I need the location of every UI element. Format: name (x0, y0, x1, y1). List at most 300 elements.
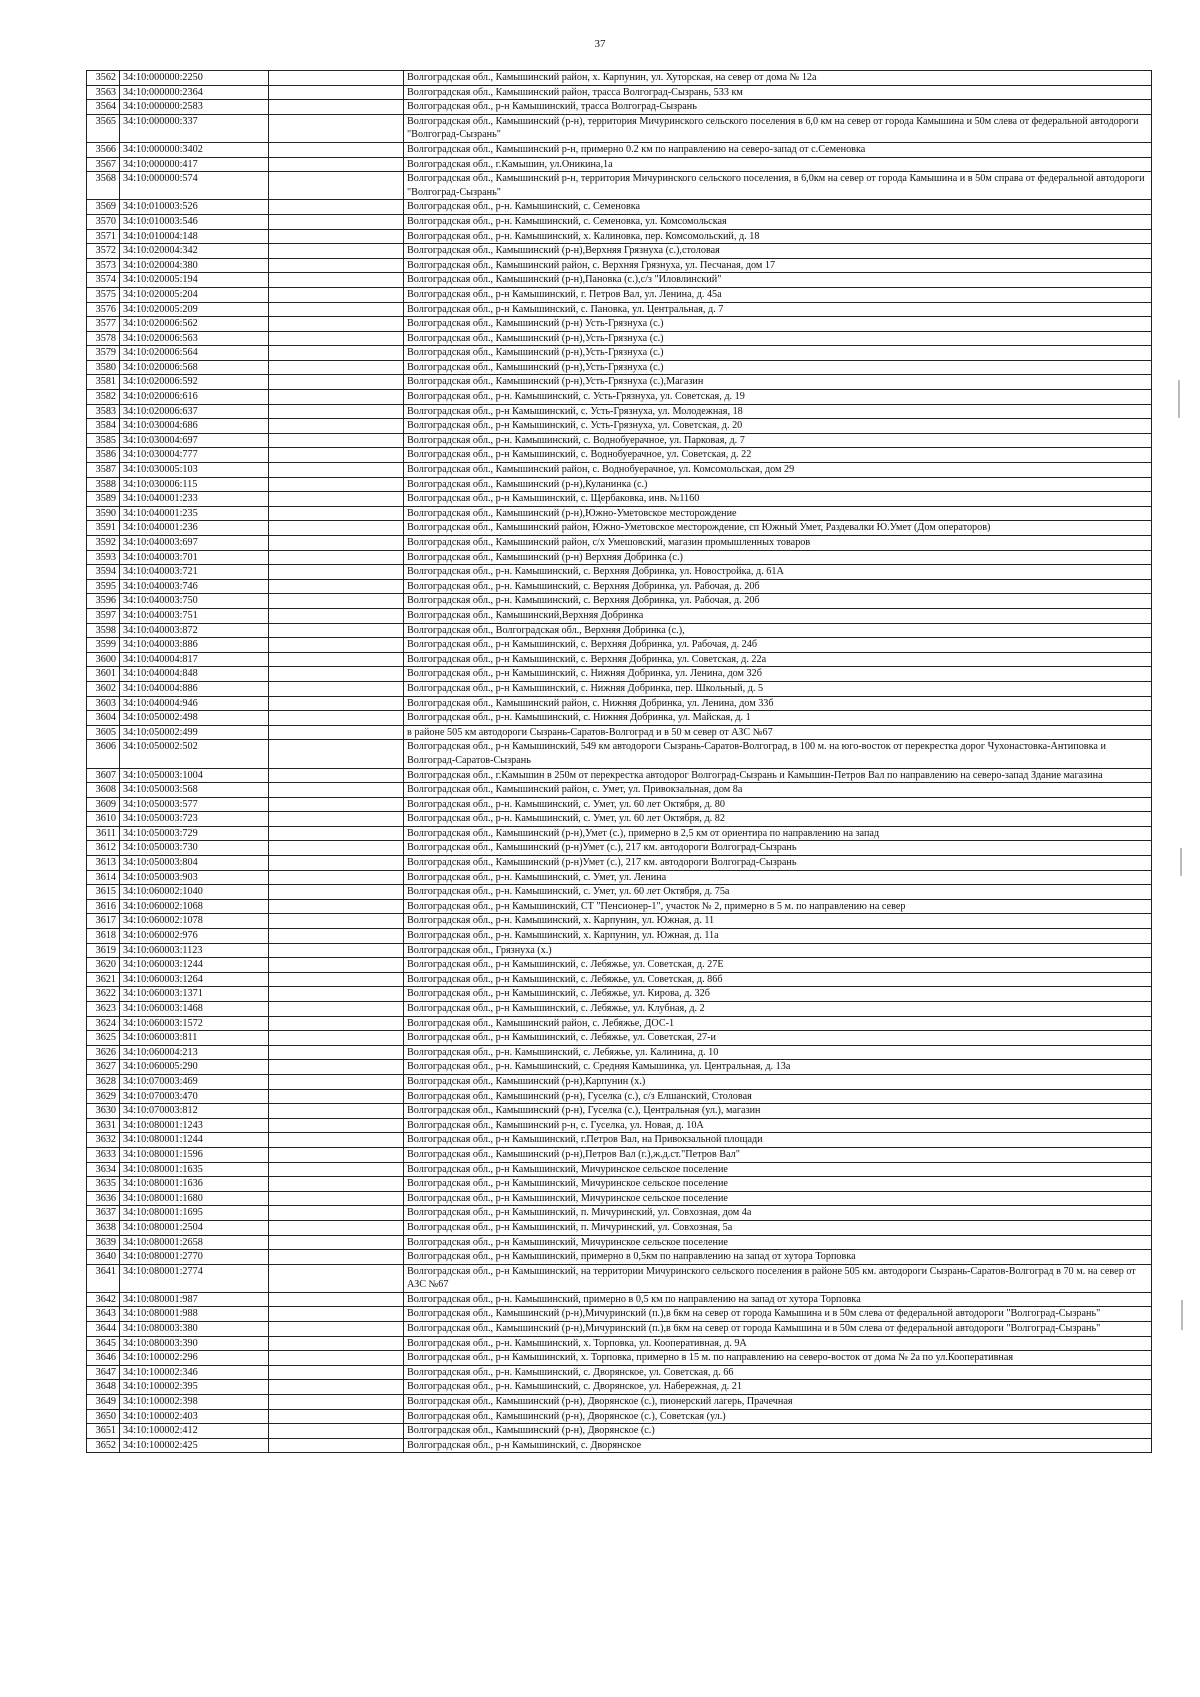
table-row (87, 1292, 1152, 1307)
empty-cell (269, 870, 404, 885)
row-number: 3567 (87, 157, 120, 172)
table-row (87, 172, 1152, 200)
empty-cell (269, 506, 404, 521)
address-cell: Волгоградская обл., г.Камышин в 250м от перекрестка автодорог Волгоград-Сызрань и Камышин-Петров Вал по направлению на северо-запад Здание магазина (404, 768, 1152, 783)
cadastral-number: 34:10:010004:148 (120, 229, 269, 244)
cadastral-number: 34:10:080001:2658 (120, 1235, 269, 1250)
table-row (87, 914, 1152, 929)
empty-cell (269, 419, 404, 434)
address-cell: Волгоградская обл., р-н Камышинский, с. Усть-Грязнуха, ул. Молодежная, 18 (404, 404, 1152, 419)
cadastral-number: 34:10:000000:3402 (120, 142, 269, 157)
cadastral-number: 34:10:000000:417 (120, 157, 269, 172)
row-number: 3646 (87, 1351, 120, 1366)
cadastral-number: 34:10:060002:1068 (120, 899, 269, 914)
address-cell: Волгоградская обл., Камышинский (р-н),Петров Вал (г.),ж.д.ст."Петров Вал" (404, 1147, 1152, 1162)
row-number: 3603 (87, 696, 120, 711)
cadastral-number: 34:10:060002:976 (120, 929, 269, 944)
table-row (87, 1365, 1152, 1380)
table-row (87, 463, 1152, 478)
table-row (87, 1016, 1152, 1031)
address-cell: Волгоградская обл., Камышинский (р-н), Дворянское (с.) (404, 1424, 1152, 1439)
empty-cell (269, 740, 404, 768)
address-cell: Волгоградская обл., р-н. Камышинский, с. Дворянское, ул. Набережная, д. 21 (404, 1380, 1152, 1395)
cadastral-number: 34:10:050003:568 (120, 783, 269, 798)
scan-mark (1178, 380, 1180, 418)
table-row (87, 1206, 1152, 1221)
row-number: 3591 (87, 521, 120, 536)
cadastral-number: 34:10:100002:403 (120, 1409, 269, 1424)
table-row (87, 200, 1152, 215)
address-cell: Волгоградская обл., Камышинский район, Южно-Уметовское месторождение, сп Южный Умет, Раздевалки Ю.Умет (Дом операторов) (404, 521, 1152, 536)
address-cell: Волгоградская обл., р-н Камышинский, п. Мичуринский, ул. Совхозная, дом 4а (404, 1206, 1152, 1221)
empty-cell (269, 273, 404, 288)
cadastral-number: 34:10:080001:1695 (120, 1206, 269, 1221)
cadastral-number: 34:10:070003:812 (120, 1104, 269, 1119)
cadastral-number: 34:10:040004:946 (120, 696, 269, 711)
row-number: 3615 (87, 885, 120, 900)
cadastral-number: 34:10:060004:213 (120, 1045, 269, 1060)
empty-cell (269, 302, 404, 317)
empty-cell (269, 812, 404, 827)
empty-cell (269, 100, 404, 115)
empty-cell (269, 1220, 404, 1235)
cadastral-number: 34:10:100002:412 (120, 1424, 269, 1439)
address-cell: Волгоградская обл., Грязнуха (х.) (404, 943, 1152, 958)
row-number: 3596 (87, 594, 120, 609)
address-cell: Волгоградская обл., р-н Камышинский, трасса Волгоград-Сызрань (404, 100, 1152, 115)
row-number: 3599 (87, 638, 120, 653)
address-cell: Волгоградская обл., Камышинский (р-н),Усть-Грязнуха (с.) (404, 346, 1152, 361)
table-row (87, 229, 1152, 244)
address-cell: Волгоградская обл., Камышинский р-н, территория Мичуринского сельского поселения, в 6,0км на север от города Камышина и в 50м справа от федеральной автодороги "Волгоград-Сызрань" (404, 172, 1152, 200)
table-row (87, 1133, 1152, 1148)
address-cell: Волгоградская обл., р-н Камышинский, с. Лебяжье, ул. Советская, д. 86б (404, 972, 1152, 987)
table-row (87, 812, 1152, 827)
table-row (87, 1118, 1152, 1133)
table-row (87, 1351, 1152, 1366)
empty-cell (269, 943, 404, 958)
row-number: 3574 (87, 273, 120, 288)
table-row (87, 1250, 1152, 1265)
row-number: 3588 (87, 477, 120, 492)
row-number: 3632 (87, 1133, 120, 1148)
table-row (87, 71, 1152, 86)
empty-cell (269, 638, 404, 653)
empty-cell (269, 797, 404, 812)
cadastral-number: 34:10:080001:988 (120, 1307, 269, 1322)
empty-cell (269, 1016, 404, 1031)
address-cell: Волгоградская обл., Камышинский (р-н),Усть-Грязнуха (с.),Магазин (404, 375, 1152, 390)
cadastral-number: 34:10:080001:2774 (120, 1264, 269, 1292)
empty-cell (269, 1351, 404, 1366)
row-number: 3631 (87, 1118, 120, 1133)
cadastral-number: 34:10:040001:233 (120, 492, 269, 507)
table-row (87, 331, 1152, 346)
empty-cell (269, 579, 404, 594)
cadastral-number: 34:10:080001:1243 (120, 1118, 269, 1133)
empty-cell (269, 711, 404, 726)
table-row (87, 1045, 1152, 1060)
address-cell: Волгоградская обл., Камышинский район, с. Верхняя Грязнуха, ул. Песчаная, дом 17 (404, 258, 1152, 273)
empty-cell (269, 929, 404, 944)
empty-cell (269, 1235, 404, 1250)
address-cell: Волгоградская обл., р-н Камышинский, Мичуринское сельское поселение (404, 1177, 1152, 1192)
empty-cell (269, 1133, 404, 1148)
address-cell: Волгоградская обл., р-н Камышинский, Мичуринское сельское поселение (404, 1191, 1152, 1206)
table-row (87, 608, 1152, 623)
empty-cell (269, 899, 404, 914)
address-cell: Волгоградская обл., р-н Камышинский, примерно в 0,5км по направлению на запад от хутора Торповка (404, 1250, 1152, 1265)
table-row (87, 1409, 1152, 1424)
table-row (87, 826, 1152, 841)
empty-cell (269, 1365, 404, 1380)
table-row (87, 419, 1152, 434)
empty-cell (269, 214, 404, 229)
table-row (87, 1060, 1152, 1075)
address-cell: Волгоградская обл., Камышинский район, с. Воднобуерачное, ул. Комсомольская, дом 29 (404, 463, 1152, 478)
empty-cell (269, 1045, 404, 1060)
empty-cell (269, 360, 404, 375)
cadastral-number: 34:10:080003:380 (120, 1322, 269, 1337)
cadastral-number: 34:10:050002:502 (120, 740, 269, 768)
empty-cell (269, 972, 404, 987)
empty-cell (269, 856, 404, 871)
row-number: 3578 (87, 331, 120, 346)
table-row (87, 579, 1152, 594)
address-cell: Волгоградская обл., р-н. Камышинский, с. Усть-Грязнуха, ул. Советская, д. 19 (404, 390, 1152, 405)
address-cell: Волгоградская обл., Камышинский район, х. Карпунин, ул. Хуторская, на север от дома № 12а (404, 71, 1152, 86)
address-cell: Волгоградская обл., г.Камышин, ул.Оникина,1а (404, 157, 1152, 172)
empty-cell (269, 1191, 404, 1206)
cadastral-number: 34:10:060003:1468 (120, 1002, 269, 1017)
empty-cell (269, 85, 404, 100)
address-cell: Волгоградская обл., р-н Камышинский, х. Торповка, примерно в 15 м. по направлению на северо-восток от дома № 2а по ул.Кооперативная (404, 1351, 1152, 1366)
cadastral-number: 34:10:060003:1371 (120, 987, 269, 1002)
table-row (87, 433, 1152, 448)
row-number: 3604 (87, 711, 120, 726)
address-cell: Волгоградская обл., Камышинский (р-н),Умет (с.), примерно в 2,5 км от ориентира по направлению на запад (404, 826, 1152, 841)
cadastral-number: 34:10:060002:1078 (120, 914, 269, 929)
row-number: 3618 (87, 929, 120, 944)
row-number: 3564 (87, 100, 120, 115)
cadastral-number: 34:10:060003:1123 (120, 943, 269, 958)
cadastral-number: 34:10:030004:777 (120, 448, 269, 463)
empty-cell (269, 550, 404, 565)
cadastral-number: 34:10:040004:817 (120, 652, 269, 667)
table-row (87, 404, 1152, 419)
table-row (87, 856, 1152, 871)
empty-cell (269, 1438, 404, 1453)
table-row (87, 681, 1152, 696)
address-cell: Волгоградская обл., р-н. Камышинский, с. Средняя Камышинка, ул. Центральная, д. 13а (404, 1060, 1152, 1075)
table-row (87, 623, 1152, 638)
table-row (87, 783, 1152, 798)
table-row (87, 870, 1152, 885)
table-row (87, 550, 1152, 565)
row-number: 3623 (87, 1002, 120, 1017)
cadastral-number: 34:10:060003:1264 (120, 972, 269, 987)
cadastral-number: 34:10:000000:2250 (120, 71, 269, 86)
table-row (87, 740, 1152, 768)
empty-cell (269, 200, 404, 215)
cadastral-number: 34:10:000000:2583 (120, 100, 269, 115)
cadastral-number: 34:10:020006:563 (120, 331, 269, 346)
empty-cell (269, 1031, 404, 1046)
cadastral-number: 34:10:000000:337 (120, 114, 269, 142)
cadastral-number: 34:10:020006:592 (120, 375, 269, 390)
cadastral-number: 34:10:030005:103 (120, 463, 269, 478)
cadastral-number: 34:10:000000:2364 (120, 85, 269, 100)
cadastral-number: 34:10:040004:848 (120, 667, 269, 682)
address-cell: Волгоградская обл., Камышинский (р-н), территория Мичуринского сельского поселения в 6,0 км на север от города Камышина и 50м слева от федеральной автодороги "Волгоград-Сызрань" (404, 114, 1152, 142)
table-row (87, 536, 1152, 551)
registry-rows (87, 71, 1152, 1453)
row-number: 3593 (87, 550, 120, 565)
cadastral-number: 34:10:030006:115 (120, 477, 269, 492)
table-row (87, 1322, 1152, 1337)
address-cell: Волгоградская обл., р-н. Камышинский, примерно в 0,5 км по направлению на запад от хутора Торповка (404, 1292, 1152, 1307)
empty-cell (269, 1118, 404, 1133)
cadastral-number: 34:10:100002:395 (120, 1380, 269, 1395)
row-number: 3629 (87, 1089, 120, 1104)
empty-cell (269, 317, 404, 332)
address-cell: Волгоградская обл., Камышинский (р-н), Дворянское (с.), Советская (ул.) (404, 1409, 1152, 1424)
address-cell: Волгоградская обл., р-н. Камышинский, с. Умет, ул. 60 лет Октября, д. 82 (404, 812, 1152, 827)
table-row (87, 1177, 1152, 1192)
row-number: 3650 (87, 1409, 120, 1424)
empty-cell (269, 492, 404, 507)
address-cell: Волгоградская обл., Камышинский район, трасса Волгоград-Сызрань, 533 км (404, 85, 1152, 100)
row-number: 3620 (87, 958, 120, 973)
empty-cell (269, 1104, 404, 1119)
address-cell: Волгоградская обл., р-н Камышинский, с. Пановка, ул. Центральная, д. 7 (404, 302, 1152, 317)
empty-cell (269, 958, 404, 973)
row-number: 3643 (87, 1307, 120, 1322)
empty-cell (269, 594, 404, 609)
cadastral-number: 34:10:100002:346 (120, 1365, 269, 1380)
cadastral-number: 34:10:100002:398 (120, 1395, 269, 1410)
empty-cell (269, 885, 404, 900)
address-cell: Волгоградская обл., р-н. Камышинский, с. Умет, ул. Ленина (404, 870, 1152, 885)
cadastral-number: 34:10:080001:2770 (120, 1250, 269, 1265)
row-number: 3568 (87, 172, 120, 200)
empty-cell (269, 375, 404, 390)
address-cell: Волгоградская обл., Камышинский (р-н), Гуселка (с.), с/з Елшанский, Столовая (404, 1089, 1152, 1104)
address-cell: Волгоградская обл., Камышинский (р-н),Карпунин (х.) (404, 1074, 1152, 1089)
row-number: 3648 (87, 1380, 120, 1395)
table-row (87, 1336, 1152, 1351)
table-row (87, 885, 1152, 900)
address-cell: Волгоградская обл., р-н. Камышинский, с. Верхняя Добринка, ул. Рабочая, д. 20б (404, 579, 1152, 594)
cadastral-number: 34:10:020006:568 (120, 360, 269, 375)
empty-cell (269, 1177, 404, 1192)
empty-cell (269, 1206, 404, 1221)
cadastral-number: 34:10:040001:235 (120, 506, 269, 521)
table-row (87, 287, 1152, 302)
cadastral-number: 34:10:010003:546 (120, 214, 269, 229)
address-cell: Волгоградская обл., р-н Камышинский, с. Лебяжье, ул. Кирова, д. 32б (404, 987, 1152, 1002)
address-cell: Волгоградская обл., Камышинский (р-н),Южно-Уметовское месторождение (404, 506, 1152, 521)
address-cell: Волгоградская обл., р-н Камышинский, Мичуринское сельское поселение (404, 1235, 1152, 1250)
table-row (87, 1104, 1152, 1119)
cadastral-number: 34:10:040001:236 (120, 521, 269, 536)
table-row (87, 273, 1152, 288)
empty-cell (269, 1060, 404, 1075)
row-number: 3614 (87, 870, 120, 885)
empty-cell (269, 1074, 404, 1089)
address-cell: Волгоградская обл., р-н. Камышинский, с. Верхняя Добринка, ул. Рабочая, д. 20б (404, 594, 1152, 609)
table-row (87, 696, 1152, 711)
address-cell: Волгоградская обл., р-н. Камышинский, х. Калиновка, пер. Комсомольский, д. 18 (404, 229, 1152, 244)
empty-cell (269, 1264, 404, 1292)
table-row (87, 317, 1152, 332)
address-cell: Волгоградская обл., р-н. Камышинский, с. Семеновка (404, 200, 1152, 215)
cadastral-number: 34:10:020006:616 (120, 390, 269, 405)
address-cell: Волгоградская обл., Камышинский (р-н),Усть-Грязнуха (с.) (404, 331, 1152, 346)
address-cell: Волгоградская обл., Камышинский (р-н),Мичуринский (п.),в 6км на север от города Камышина и в 50м слева от федеральной автодороги "Волгоград-Сызрань" (404, 1322, 1152, 1337)
table-row (87, 841, 1152, 856)
table-row (87, 142, 1152, 157)
table-row (87, 1438, 1152, 1453)
address-cell: Волгоградская обл., р-н Камышинский, с. Лебяжье, ул. Советская, 27-и (404, 1031, 1152, 1046)
table-row (87, 1147, 1152, 1162)
table-row (87, 943, 1152, 958)
empty-cell (269, 841, 404, 856)
table-row (87, 100, 1152, 115)
empty-cell (269, 433, 404, 448)
cadastral-number: 34:10:040004:886 (120, 681, 269, 696)
empty-cell (269, 783, 404, 798)
address-cell: Волгоградская обл., Камышинский район, с. Лебяжье, ДОС-1 (404, 1016, 1152, 1031)
row-number: 3595 (87, 579, 120, 594)
cadastral-number: 34:10:080001:1596 (120, 1147, 269, 1162)
cadastral-number: 34:10:020004:342 (120, 244, 269, 259)
address-cell: Волгоградская обл., Камышинский (р-н) Усть-Грязнуха (с.) (404, 317, 1152, 332)
empty-cell (269, 1250, 404, 1265)
empty-cell (269, 244, 404, 259)
address-cell: Волгоградская обл., р-н Камышинский, СТ "Пенсионер-1", участок № 2, примерно в 5 м. по направлению на север (404, 899, 1152, 914)
cadastral-number: 34:10:080001:1636 (120, 1177, 269, 1192)
cadastral-number: 34:10:080003:390 (120, 1336, 269, 1351)
cadastral-number: 34:10:050003:729 (120, 826, 269, 841)
empty-cell (269, 768, 404, 783)
cadastral-number: 34:10:050003:730 (120, 841, 269, 856)
address-cell: Волгоградская обл., Камышинский (р-н), Дворянское (с.), пионерский лагерь, Прачечная (404, 1395, 1152, 1410)
address-cell: Волгоградская обл., р-н. Камышинский, с. Нижняя Добринка, ул. Майская, д. 1 (404, 711, 1152, 726)
address-cell: Волгоградская обл., Камышинский район, с/х Умешовский, магазин промышленных товаров (404, 536, 1152, 551)
empty-cell (269, 463, 404, 478)
empty-cell (269, 1089, 404, 1104)
table-row (87, 1220, 1152, 1235)
table-row (87, 1031, 1152, 1046)
row-number: 3581 (87, 375, 120, 390)
row-number: 3651 (87, 1424, 120, 1439)
row-number: 3600 (87, 652, 120, 667)
row-number: 3592 (87, 536, 120, 551)
cadastral-number: 34:10:020006:637 (120, 404, 269, 419)
empty-cell (269, 667, 404, 682)
address-cell: Волгоградская обл., Камышинский р-н, с. Гуселка, ул. Новая, д. 10А (404, 1118, 1152, 1133)
row-number: 3645 (87, 1336, 120, 1351)
table-row (87, 214, 1152, 229)
address-cell: Волгоградская обл., р-н. Камышинский, х. Торповка, ул. Кооперативная, д. 9А (404, 1336, 1152, 1351)
cadastral-number: 34:10:100002:425 (120, 1438, 269, 1453)
cadastral-number: 34:10:050003:1004 (120, 768, 269, 783)
row-number: 3612 (87, 841, 120, 856)
row-number: 3621 (87, 972, 120, 987)
cadastral-number: 34:10:060002:1040 (120, 885, 269, 900)
table-row (87, 1191, 1152, 1206)
empty-cell (269, 1395, 404, 1410)
empty-cell (269, 1002, 404, 1017)
address-cell: Волгоградская обл., Камышинский (р-н),Мичуринский (п.),в 6км на север от города Камышина и в 50м слева от федеральной автодороги "Волгоград-Сызрань" (404, 1307, 1152, 1322)
empty-cell (269, 1292, 404, 1307)
cadastral-number: 34:10:040003:750 (120, 594, 269, 609)
row-number: 3562 (87, 71, 120, 86)
table-row (87, 521, 1152, 536)
address-cell: Волгоградская обл., р-н Камышинский, Мичуринское сельское поселение (404, 1162, 1152, 1177)
row-number: 3630 (87, 1104, 120, 1119)
row-number: 3586 (87, 448, 120, 463)
address-cell: Волгоградская обл., р-н Камышинский, г.Петров Вал, на Привокзальной площади (404, 1133, 1152, 1148)
row-number: 3583 (87, 404, 120, 419)
cadastral-number: 34:10:000000:574 (120, 172, 269, 200)
table-row (87, 258, 1152, 273)
cadastral-number: 34:10:050002:498 (120, 711, 269, 726)
table-row (87, 1380, 1152, 1395)
table-row (87, 1424, 1152, 1439)
address-cell: Волгоградская обл., Камышинский (р-н) Верхняя Добринка (с.) (404, 550, 1152, 565)
address-cell: Волгоградская обл., Камышинский (р-н),Куланинка (с.) (404, 477, 1152, 492)
empty-cell (269, 681, 404, 696)
address-cell: Волгоградская обл., р-н Камышинский, с. Усть-Грязнуха, ул. Советская, д. 20 (404, 419, 1152, 434)
empty-cell (269, 1162, 404, 1177)
cadastral-number: 34:10:080001:1244 (120, 1133, 269, 1148)
address-cell: Волгоградская обл., р-н Камышинский, с. Нижняя Добринка, ул. Ленина, дом 32б (404, 667, 1152, 682)
cadastral-number: 34:10:060005:290 (120, 1060, 269, 1075)
table-row (87, 638, 1152, 653)
row-number: 3613 (87, 856, 120, 871)
cadastral-number: 34:10:080001:2504 (120, 1220, 269, 1235)
table-row (87, 244, 1152, 259)
address-cell: Волгоградская обл., р-н Камышинский, п. Мичуринский, ул. Совхозная, 5а (404, 1220, 1152, 1235)
cadastral-number: 34:10:020006:564 (120, 346, 269, 361)
row-number: 3611 (87, 826, 120, 841)
row-number: 3638 (87, 1220, 120, 1235)
table-row (87, 1395, 1152, 1410)
empty-cell (269, 157, 404, 172)
empty-cell (269, 229, 404, 244)
empty-cell (269, 565, 404, 580)
row-number: 3616 (87, 899, 120, 914)
row-number: 3635 (87, 1177, 120, 1192)
empty-cell (269, 477, 404, 492)
empty-cell (269, 652, 404, 667)
table-row (87, 725, 1152, 740)
address-cell: Волгоградская обл., р-н Камышинский, с. Нижняя Добринка, пер. Школьный, д. 5 (404, 681, 1152, 696)
row-number: 3597 (87, 608, 120, 623)
address-cell: Волгоградская обл., Камышинский (р-н)Умет (с.), 217 км. автодороги Волгоград-Сызрань (404, 841, 1152, 856)
row-number: 3644 (87, 1322, 120, 1337)
address-cell: Волгоградская обл., Камышинский (р-н),Верхняя Грязнуха (с.),столовая (404, 244, 1152, 259)
row-number: 3639 (87, 1235, 120, 1250)
table-row (87, 1162, 1152, 1177)
empty-cell (269, 536, 404, 551)
cadastral-number: 34:10:040003:697 (120, 536, 269, 551)
table-row (87, 360, 1152, 375)
address-cell: Волгоградская обл., р-н Камышинский, с. Верхняя Добринка, ул. Советская, д. 22а (404, 652, 1152, 667)
row-number: 3636 (87, 1191, 120, 1206)
